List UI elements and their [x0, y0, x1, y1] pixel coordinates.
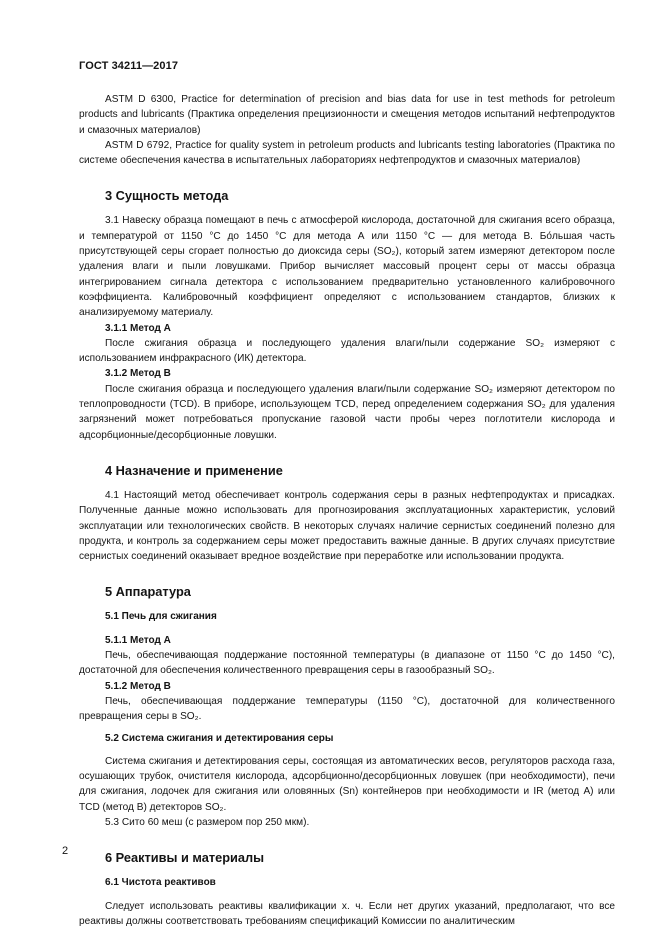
section-6-title: 6 Реактивы и материалы	[105, 850, 265, 866]
reference-astm-d6300: ASTM D 6300, Practice for determination of precision and bias data for use in test methods for petroleum products and lubricants (Практика определения прецизионности и смещения методов испытаний нефтепродуктов и смазочных материалов)	[79, 94, 615, 136]
section-5-1-1-title: 5.1.1 Метод А	[105, 634, 171, 646]
section-4-1-text: 4.1 Настоящий метод обеспечивает контроль содержания серы в разных нефтепродуктах и присадках. Полученные данные можно использовать для прогнозирования эксплуатационных характеристик, условий эксплуатации или технологических свойств. В некоторых случаях наличие сернистых соединений полезно для продукта, и контроль за содержанием серы может предоставить важные данные. В других случаях присутствие сернистых соединений оказывает вредное воздействие при переработке или использовании продукта.	[79, 489, 615, 563]
section-5-title: 5 Аппаратура	[105, 584, 191, 600]
section-5-1-2-title: 5.1.2 Метод В	[105, 680, 171, 692]
section-3-1-text: 3.1 Навеску образца помещают в печь с атмосферой кислорода, достаточной для сжигания всего образца, и температурой от 1150 °С до 1450 °С для метода А или 1150 °С — для метода В. Бо́льшая часть присутствующей серы сгорает полностью до диоксида серы (SO₂), который затем измеряют детектором после удаления влаги и пыли ловушками. Прибор вычисляет массовый процент серы от массы образца интегрированием сигнала детектора с использованием предварительно установленного калибровочного коэффициента. Калибровочный коэффициент определяют с использованием стандартов, близких к анализируемому материалу.	[79, 215, 615, 319]
page-number: 2	[62, 845, 69, 857]
section-3-title: 3 Сущность метода	[105, 188, 229, 204]
reference-astm-d6792: ASTM D 6792, Practice for quality system in petroleum products and lubricants testing laboratories (Практика по системе обеспечения качества в испытательных лабораториях нефтепродуктов и смазочных материалов)	[79, 139, 615, 167]
section-5-1-title: 5.1 Печь для сжигания	[105, 611, 217, 623]
section-5-1-1-text: Печь, обеспечивающая поддержание постоянной температуры (в диапазоне от 1150 °С до 1450 °С), достаточной для обеспечения количественного превращения серы в газообразный SO₂.	[79, 650, 615, 677]
section-3-1-2-text: После сжигания образца и последующего удаления влаги/пыли содержание SO₂ измеряют детектором по теплопроводности (TCD). В приборе, использующем TCD, перед определением содержания SO₂ для удаления загрязнений может потребоваться пропускание газовой части пробы через поглотители кислорода и адсорбционные/десорбционные ловушки.	[79, 383, 615, 441]
document-body	[79, 92, 615, 929]
document-header: ГОСТ 34211—2017	[79, 60, 179, 72]
section-4-title: 4 Назначение и применение	[105, 462, 283, 478]
section-3-1-1-text: После сжигания образца и последующего удаления влаги/пыли содержание SO₂ измеряют с использованием инфракрасного (ИК) детектора.	[79, 337, 615, 365]
section-5-1-2-text: Печь, обеспечивающая поддержание температуры (1150 °С), достаточной для количественного превращения серы в SO₂.	[79, 695, 615, 723]
section-6-1-text: Следует использовать реактивы квалификации х. ч. Если нет других указаний, предполагают, что все реактивы должны соответствовать требованиям спецификаций Комиссии по аналитическим	[79, 900, 615, 927]
section-5-2-text: Система сжигания и детектирования серы, состоящая из автоматических весов, регуляторов расхода газа, осушающих трубок, очистителя кислорода, адсорбционно/десорбционных ловушек (при необходимости), печи для сжигания, лодочек для сжигания или оловянных (Sn) контейнеров при необходимости и IR (метод А) или TCD (метод В) детекторов SO₂.	[79, 755, 615, 813]
section-3-1-1-title: 3.1.1 Метод А	[105, 322, 171, 334]
section-5-3-text: 5.3 Сито 60 меш (с размером пор 250 мкм).	[105, 816, 310, 828]
section-6-1-title: 6.1 Чистота реактивов	[105, 877, 216, 889]
section-3-1-2-title: 3.1.2 Метод В	[105, 368, 171, 380]
section-5-2-title: 5.2 Система сжигания и детектирования серы	[105, 732, 334, 744]
